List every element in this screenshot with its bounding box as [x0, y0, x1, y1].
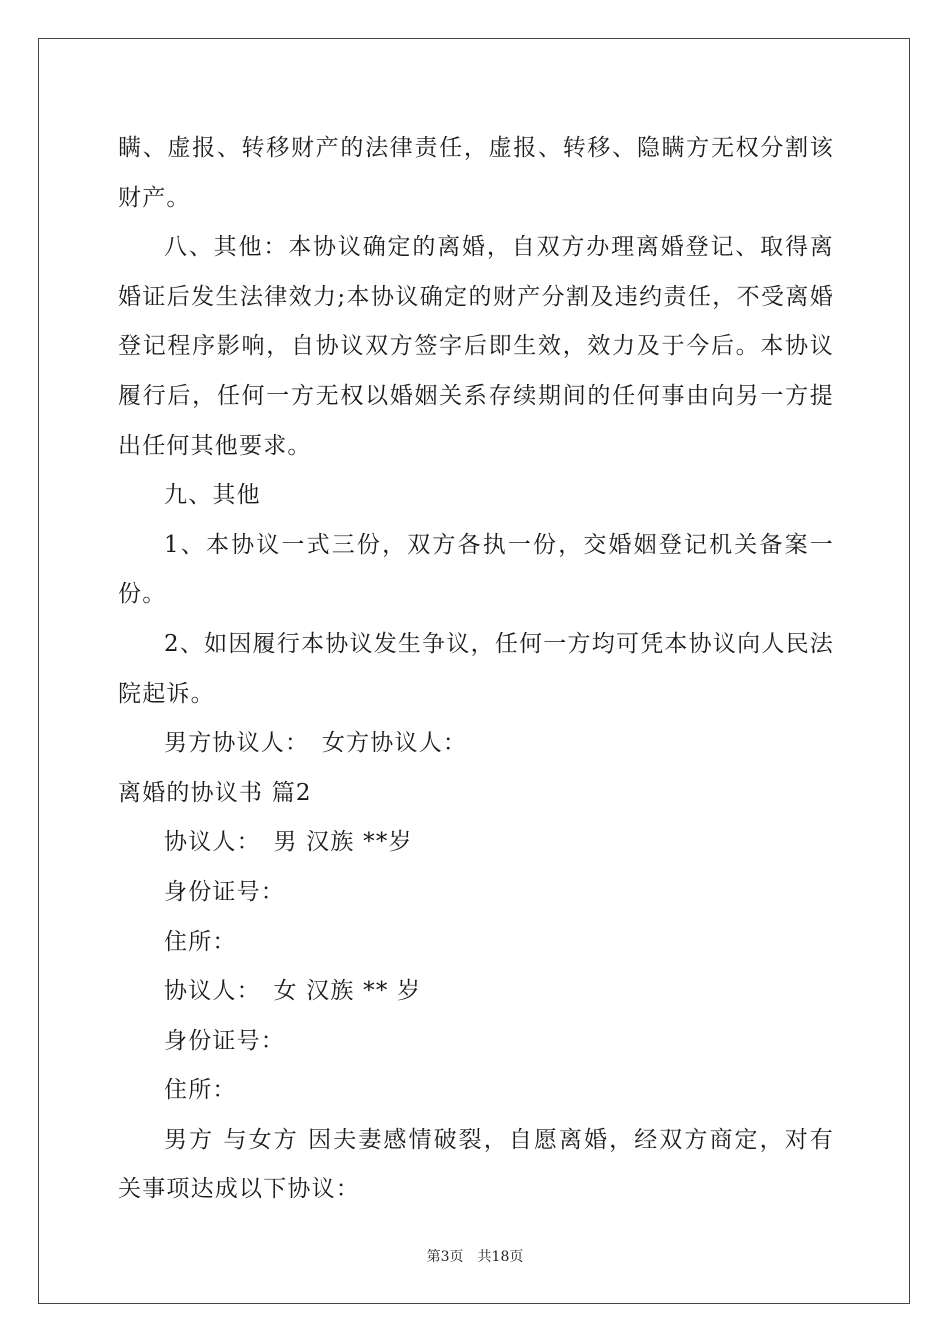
id-number-line: 身份证号：	[164, 1027, 285, 1054]
address-line: 住所：	[164, 928, 237, 955]
document-title: 离婚的协议书 篇2	[118, 779, 312, 806]
section-heading: 九、其他	[164, 482, 261, 509]
paragraph: 2、如因履行本协议发生争议，任何一方均可凭本协议向人民法院起诉。	[118, 630, 834, 707]
page-total: 共18页	[477, 1249, 524, 1265]
paragraph: 男方 与女方 因夫妻感情破裂，自愿离婚，经双方商定，对有关事项达成以下协议：	[118, 1126, 834, 1203]
page-number: 第3页	[426, 1249, 464, 1265]
party-line: 协议人： 女 汉族 ** 岁	[164, 978, 422, 1005]
paragraph: 八、其他：本协议确定的离婚，自双方办理离婚登记、取得离婚证后发生法律效力;本协议确定的财产分割及违约责任，不受离婚登记程序影响，自协议双方签字后即生效，效力及于今后。本协议履行后，任何一方无权以婚姻关系存续期间的任何事由向另一方提出任何其他要求。	[118, 234, 834, 459]
page-footer	[0, 1246, 950, 1266]
document-body	[118, 124, 834, 1215]
party-line: 协议人： 男 汉族 **岁	[164, 829, 413, 856]
signature-line: 男方协议人： 女方协议人：	[164, 730, 468, 757]
paragraph: 瞒、虚报、转移财产的法律责任，虚报、转移、隐瞒方无权分割该财产。	[118, 135, 834, 211]
paragraph: 1、本协议一式三份，双方各执一份，交婚姻登记机关备案一份。	[118, 531, 834, 608]
id-number-line: 身份证号：	[164, 878, 285, 905]
address-line: 住所：	[164, 1077, 237, 1104]
